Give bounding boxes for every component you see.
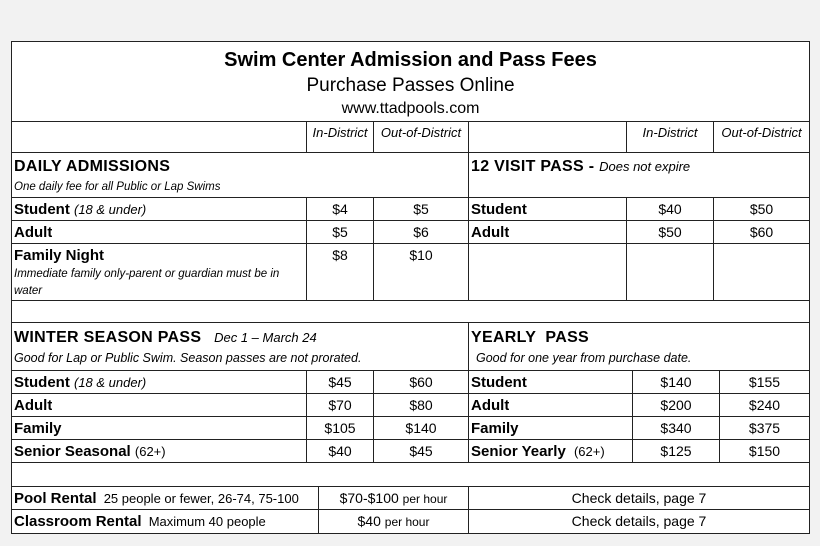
age-qualifier: (62+) xyxy=(134,444,166,459)
yearly-family-in: $340 xyxy=(660,420,692,436)
winter-family-label: Family xyxy=(14,420,62,437)
pool-rental-info: Check details, page 7 xyxy=(571,490,707,506)
winter-student-out: $60 xyxy=(409,374,433,390)
family-night-in: $8 xyxy=(332,247,348,263)
daily-student-label xyxy=(14,201,146,218)
col-divider xyxy=(468,322,469,371)
label-text: Classroom Rental xyxy=(14,513,142,530)
12-visit-student-out: $50 xyxy=(749,201,774,217)
section-title-12-visit-pass xyxy=(471,158,690,176)
website-url: www.ttadpools.com xyxy=(341,100,480,117)
age-qualifier: (18 & under) xyxy=(74,202,147,217)
daily-student-in: $4 xyxy=(332,201,348,217)
classroom-rental-info: Check details, page 7 xyxy=(571,513,707,529)
col-divider xyxy=(468,197,469,301)
col-header-out-of-district: Out-of-District xyxy=(380,126,462,140)
family-night-label: Family Night xyxy=(14,247,105,264)
col-header-out-of-district: Out-of-District xyxy=(721,126,802,140)
yearly-family-label: Family xyxy=(471,420,519,437)
winter-student-in: $45 xyxy=(328,374,352,390)
winter-adult-label: Adult xyxy=(14,397,53,414)
pool-rental-detail: 25 people or fewer, 26-74, 75-100 xyxy=(103,491,299,506)
12-visit-adult-label: Adult xyxy=(471,224,510,241)
price-text: $40 xyxy=(357,513,381,529)
yearly-senior-out: $150 xyxy=(748,443,781,459)
page-title: Swim Center Admission and Pass Fees xyxy=(224,49,597,71)
price-text: $70-$100 xyxy=(339,490,399,506)
classroom-rental-detail: Maximum 40 people xyxy=(148,514,266,529)
section-title-winter-season-pass xyxy=(14,329,317,347)
page-subtitle: Purchase Passes Online xyxy=(306,75,515,96)
col-divider xyxy=(468,152,469,198)
12-visit-adult-out: $60 xyxy=(749,224,774,240)
row-divider xyxy=(12,197,809,198)
pool-rental-price xyxy=(319,490,468,507)
daily-adult-label: Adult xyxy=(14,224,53,241)
daily-student-out: $5 xyxy=(413,201,429,217)
section-title-daily-admissions: DAILY ADMISSIONS xyxy=(14,158,171,175)
row-divider xyxy=(12,486,809,487)
fee-schedule-table xyxy=(11,41,810,534)
yearly-family-out: $375 xyxy=(748,420,781,436)
yearly-senior-label xyxy=(471,443,605,460)
pool-rental-label xyxy=(14,490,299,507)
label-text: Student xyxy=(14,201,70,218)
label-text: Senior Yearly xyxy=(471,443,566,460)
family-night-out: $10 xyxy=(409,247,433,263)
classroom-rental-price xyxy=(319,513,468,530)
winter-senior-out: $45 xyxy=(409,443,433,459)
yearly-student-in: $140 xyxy=(660,374,692,390)
col-divider xyxy=(468,370,469,463)
yearly-note: Good for one year from purchase date. xyxy=(476,351,692,365)
section-title-yearly-pass: YEARLY PASS xyxy=(471,329,590,346)
title-text: WINTER SEASON PASS xyxy=(14,329,202,346)
title-text: 12 VISIT PASS - xyxy=(471,158,595,175)
yearly-adult-out: $240 xyxy=(748,397,781,413)
winter-dates: Dec 1 – March 24 xyxy=(214,330,317,345)
row-divider xyxy=(12,300,809,301)
label-text: Senior Seasonal xyxy=(14,443,131,460)
winter-family-in: $105 xyxy=(324,420,356,436)
price-unit: per hour xyxy=(384,515,430,529)
12-visit-adult-in: $50 xyxy=(658,224,682,240)
12-visit-student-in: $40 xyxy=(658,201,682,217)
col-header-in-district: In-District xyxy=(312,126,368,140)
label-text: Student xyxy=(14,374,70,391)
yearly-student-label: Student xyxy=(471,374,527,391)
winter-student-label xyxy=(14,374,146,391)
row-divider xyxy=(12,462,809,463)
row-divider xyxy=(12,509,809,510)
label-text: Pool Rental xyxy=(14,490,97,507)
winter-senior-label xyxy=(14,443,166,460)
winter-adult-in: $70 xyxy=(328,397,352,413)
yearly-adult-in: $200 xyxy=(660,397,692,413)
winter-adult-out: $80 xyxy=(409,397,433,413)
row-divider xyxy=(12,370,809,371)
row-divider xyxy=(12,439,809,440)
daily-admissions-note: One daily fee for all Public or Lap Swims xyxy=(14,181,221,193)
age-qualifier: (18 & under) xyxy=(74,375,147,390)
classroom-rental-label xyxy=(14,513,266,530)
yearly-senior-in: $125 xyxy=(660,443,692,459)
12-visit-note: Does not expire xyxy=(599,159,691,174)
row-divider xyxy=(12,121,809,122)
winter-family-out: $140 xyxy=(405,420,437,436)
yearly-adult-label: Adult xyxy=(471,397,510,414)
col-divider xyxy=(468,121,469,153)
row-divider xyxy=(12,322,809,323)
row-divider xyxy=(12,416,809,417)
price-unit: per hour xyxy=(402,492,448,506)
row-divider xyxy=(12,220,809,221)
col-header-in-district: In-District xyxy=(642,126,698,140)
daily-adult-in: $5 xyxy=(332,224,348,240)
family-night-note: Immediate family only-parent or guardian must be in water xyxy=(14,268,280,297)
daily-adult-out: $6 xyxy=(413,224,429,240)
winter-senior-in: $40 xyxy=(328,443,352,459)
12-visit-student-label: Student xyxy=(471,201,527,218)
age-qualifier: (62+) xyxy=(573,444,605,459)
row-divider xyxy=(12,393,809,394)
row-divider xyxy=(12,152,809,153)
yearly-student-out: $155 xyxy=(748,374,781,390)
row-divider xyxy=(12,243,809,244)
winter-note: Good for Lap or Public Swim. Season passes are not prorated. xyxy=(14,351,362,365)
